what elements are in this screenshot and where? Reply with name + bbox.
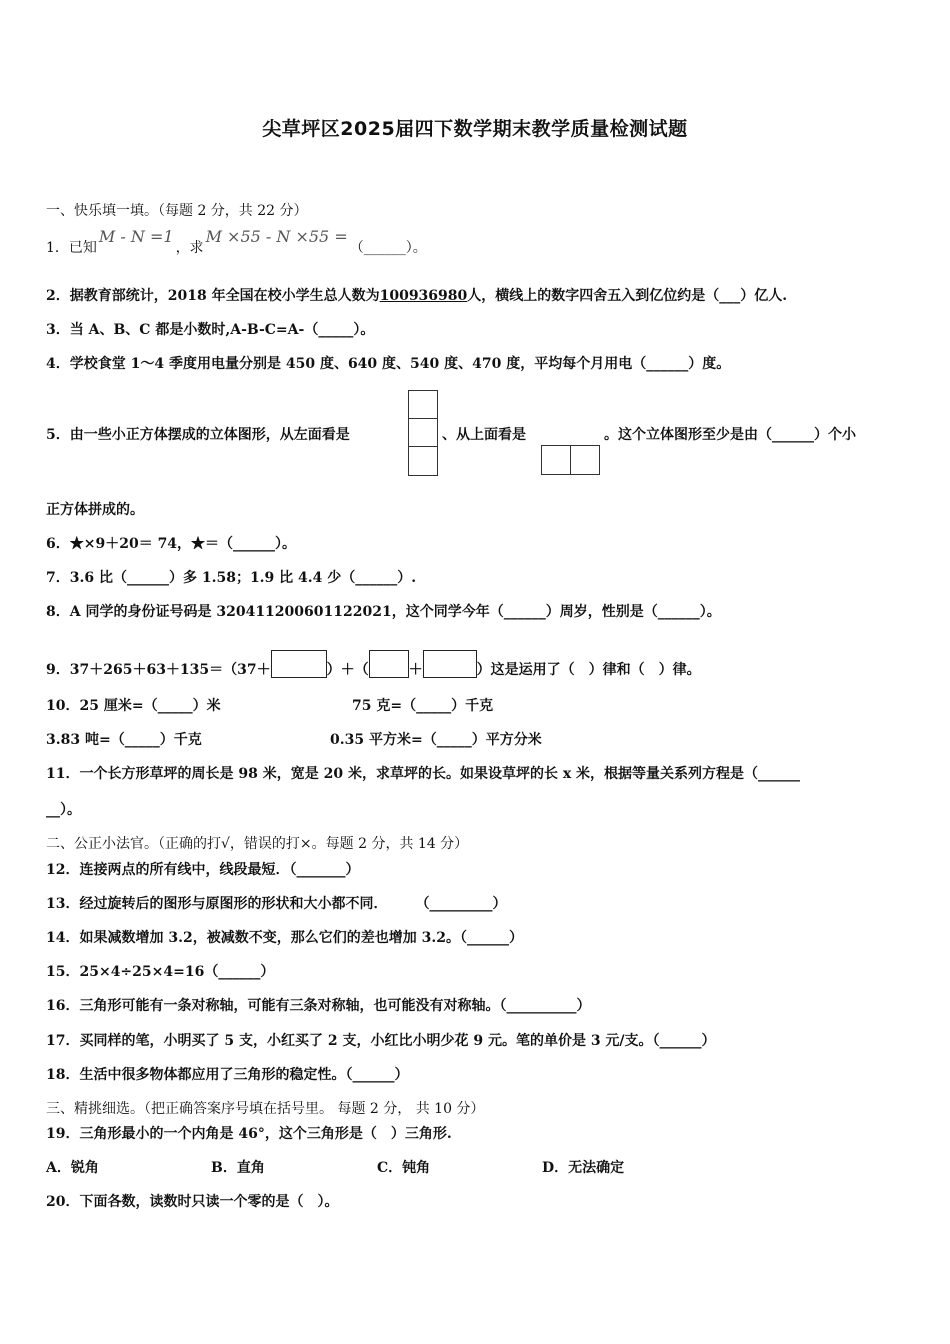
question-8: 8．A 同学的身份证号码是 320411200601122021，这个同学今年（______）周岁，性别是（______）。 (46, 604, 721, 620)
q9-text-d: ）这是运用了（ ）律和（ ）律。 (476, 662, 701, 678)
question-4: 4．学校食堂 1～4 季度用电量分别是 450 度、640 度、540 度、470 度，平均每个月用电（______）度。 (46, 356, 731, 372)
question-7: 7．3.6 比（______）多 1.58；1.9 比 4.4 少（______）. (46, 570, 417, 586)
section-heading-2: 二、公正小法官。（正确的打√，错误的打×。每题 2 分，共 14 分） (46, 836, 469, 852)
q9-text-b: ）＋（ (326, 662, 369, 678)
question-16: 16．三角形可能有一条对称轴，可能有三条对称轴，也可能没有对称轴。（__________） (46, 998, 591, 1014)
q1-text-a: 1．已知 (46, 240, 97, 256)
question-11-line-2: __）。 (46, 802, 81, 818)
q19-option-b[interactable]: B．直角 (211, 1160, 265, 1176)
q1-formula-2: M ×55 - N ×55 = (205, 227, 348, 246)
q1-formula-1: M - N =1 (98, 227, 174, 246)
q2-text-a: 2．据教育部统计，2018 年全国在校小学生总人数为 (46, 288, 380, 304)
question-13: 13．经过旋转后的图形与原图形的形状和大小都不同． （_________） (46, 896, 507, 912)
question-5-text-c: 。这个立体图形至少是由（______）个小 (604, 427, 856, 443)
question-6: 6．★×9＋20＝ 74，★＝（______）。 (46, 536, 297, 552)
question-1 (46, 227, 427, 257)
question-18: 18．生活中很多物体都应用了三角形的稳定性。（______） (46, 1067, 409, 1083)
question-20: 20．下面各数，读数时只读一个零的是（ ）。 (46, 1194, 339, 1210)
page-title: 尖草坪区2025届四下数学期末教学质量检测试题 (262, 118, 688, 140)
left-view-cell-middle (408, 418, 438, 447)
left-view-cell-top (408, 390, 438, 419)
question-5-text-d: 正方体拼成的。 (46, 502, 144, 518)
q19-option-c[interactable]: C．钝角 (377, 1160, 431, 1176)
q2-underlined-number: 100936980 (379, 288, 468, 304)
section-heading-3: 三、精挑细选。（把正确答案序号填在括号里。 每题 2 分， 共 10 分） (46, 1101, 485, 1117)
q9-text-c: ＋ (408, 662, 423, 678)
q2-text-b: 人，横线上的数字四舍五入到亿位约是（___）亿人. (467, 288, 788, 304)
q9-answer-box-1[interactable] (271, 650, 327, 678)
question-10d: 0.35 平方米=（_____）平方分米 (330, 732, 542, 748)
question-2 (46, 287, 787, 305)
q9-text-a: 9．37＋265＋63＋135＝（37＋ (46, 662, 271, 678)
q19-option-a[interactable]: A．锐角 (46, 1160, 99, 1176)
q1-text-b: ，求 (175, 240, 204, 256)
top-view-cell-left (541, 445, 571, 475)
question-5-text-a: 5．由一些小正方体摆成的立体图形，从左面看是 (46, 427, 350, 443)
left-view-cell-bottom (408, 446, 438, 476)
q19-option-d[interactable]: D．无法确定 (542, 1160, 625, 1176)
question-19-stem: 19．三角形最小的一个内角是 46°，这个三角形是（ ）三角形. (46, 1126, 452, 1142)
question-14: 14．如果减数增加 3.2，被减数不变，那么它们的差也增加 3.2。（______） (46, 930, 523, 946)
question-5-text-b: 、从上面看是 (442, 427, 526, 443)
question-10b: 75 克=（_____）千克 (352, 698, 494, 714)
question-3: 3．当 A、B、C 都是小数时,A-B-C=A-（_____）。 (46, 322, 375, 338)
section-heading-1: 一、快乐填一填。（每题 2 分，共 22 分） (46, 203, 308, 219)
q9-answer-box-2[interactable] (369, 650, 409, 678)
question-9 (46, 650, 701, 679)
top-view-cell-right (570, 445, 600, 475)
question-10c: 3.83 吨=（_____）千克 (46, 732, 202, 748)
question-10a: 10．25 厘米=（_____）米 (46, 698, 221, 714)
question-12: 12．连接两点的所有线中，线段最短．（_______） (46, 862, 360, 878)
question-11-line-1: 11．一个长方形草坪的周长是 98 米，宽是 20 米，求草坪的长。如果设草坪的长 x 米，根据等量关系列方程是（______ (46, 766, 801, 782)
question-17: 17．买同样的笔，小明买了 5 支，小红买了 2 支，小红比小明少花 9 元。笔的单价是 3 元/支。（______） (46, 1033, 716, 1049)
question-15: 15．25×4÷25×4=16（______） (46, 964, 275, 980)
q9-answer-box-3[interactable] (423, 650, 477, 678)
q1-text-c: （______）。 (349, 240, 427, 256)
